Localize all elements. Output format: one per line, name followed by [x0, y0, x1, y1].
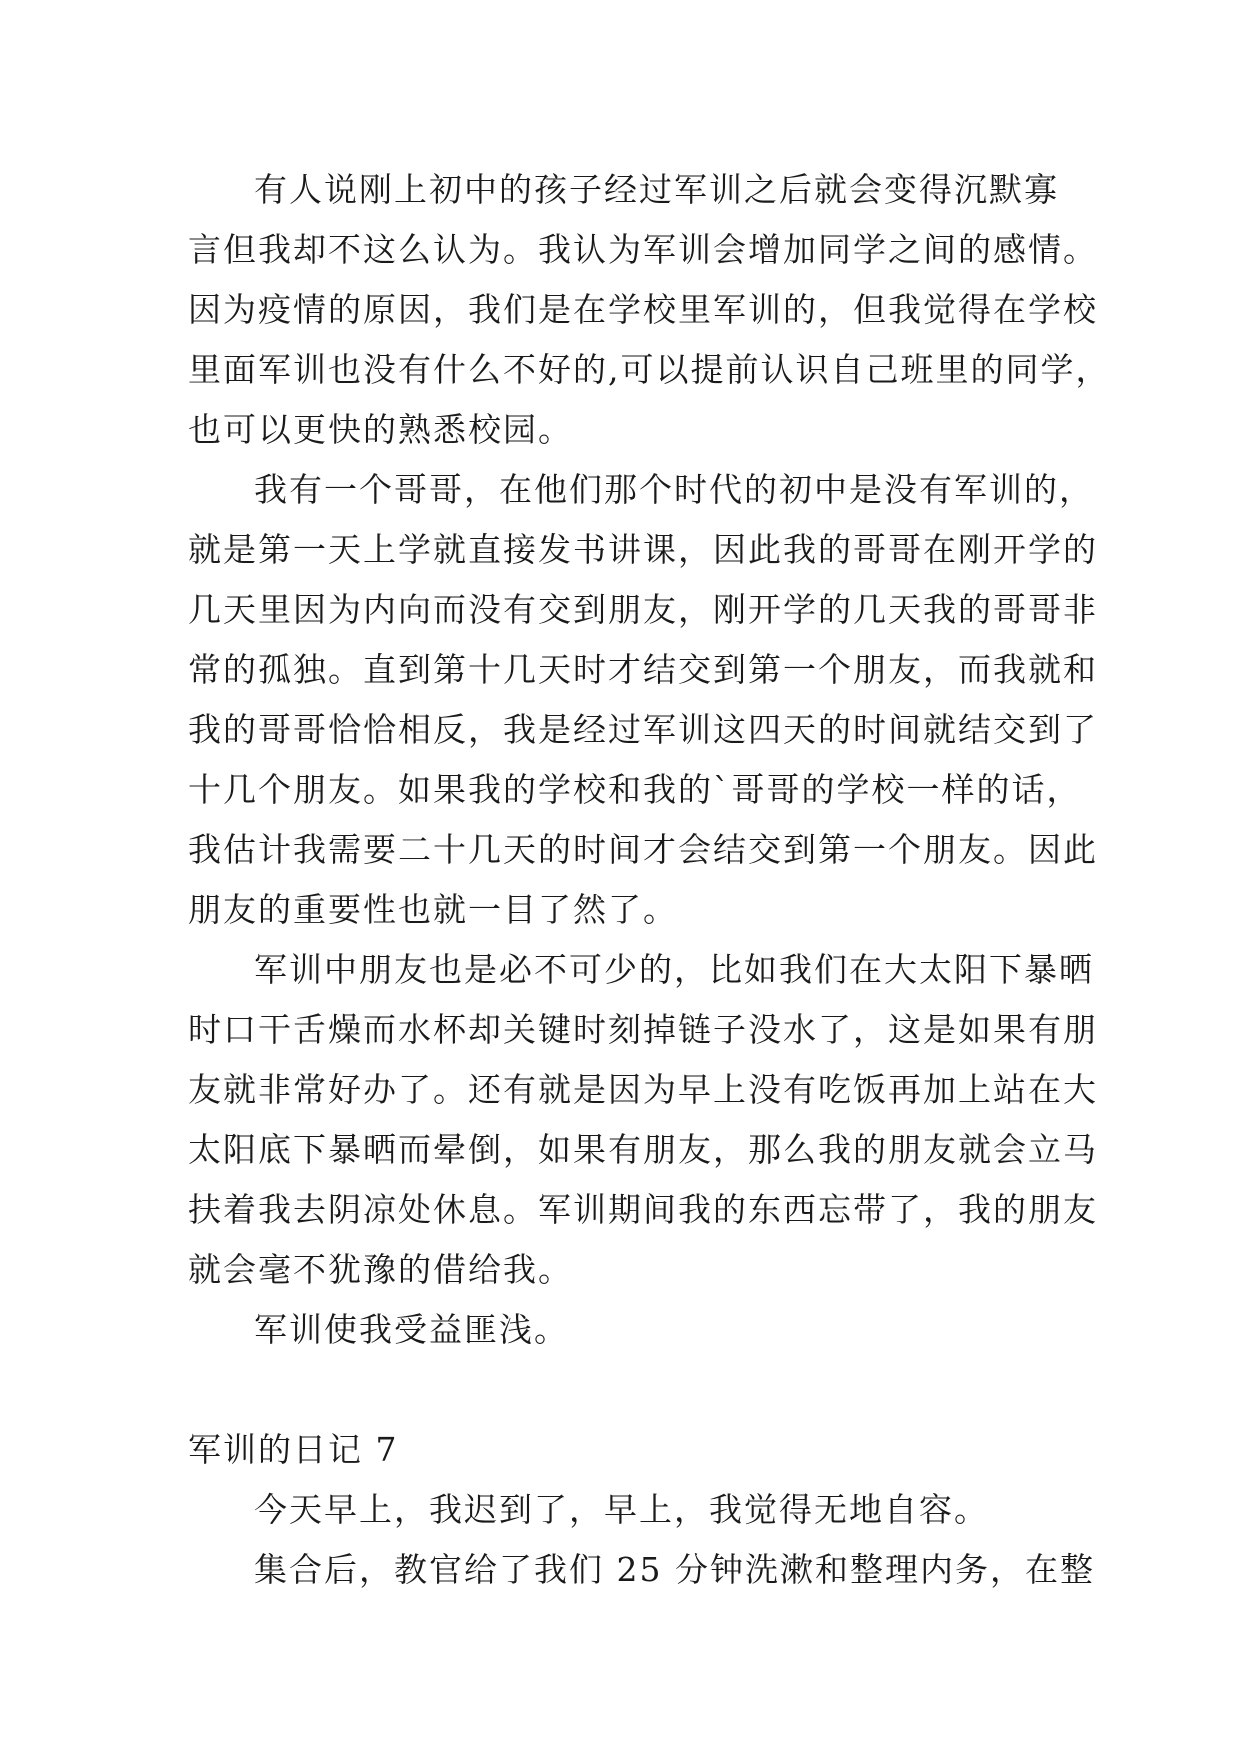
text-line: 军训中朋友也是必不可少的，比如我们在大太阳下暴晒 — [254, 950, 1094, 989]
text-line: 时口干舌燥而水杯却关键时刻掉链子没水了，这是如果有朋 — [188, 1010, 1098, 1049]
text-line: 就是第一天上学就直接发书讲课，因此我的哥哥在刚开学的 — [188, 530, 1098, 569]
text-line: 有人说刚上初中的孩子经过军训之后就会变得沉默寡 — [254, 170, 1059, 209]
text-line: 十几个朋友。如果我的学校和我的`哥哥的学校一样的话， — [188, 770, 1082, 809]
text-line: 我的哥哥恰恰相反，我是经过军训这四天的时间就结交到了 — [188, 710, 1098, 749]
text-line: 言但我却不这么认为。我认为军训会增加同学之间的感情。 — [188, 230, 1098, 269]
text-line: 我有一个哥哥，在他们那个时代的初中是没有军训的， — [254, 470, 1094, 509]
document-body — [188, 160, 1111, 1600]
paragraph-1 — [188, 160, 1111, 460]
text-line: 就会毫不犹豫的借给我。 — [188, 1250, 573, 1289]
text-line: 今天早上，我迟到了，早上，我觉得无地自容。 — [254, 1490, 989, 1529]
section-paragraph-1 — [188, 1480, 1063, 1540]
text-line: 常的孤独。直到第十几天时才结交到第一个朋友，而我就和 — [188, 650, 1098, 689]
section-heading: 军训的日记 7 — [188, 1430, 399, 1469]
text-line: 集合后，教官给了我们 25 分钟洗漱和整理内务，在整 — [254, 1550, 1095, 1589]
text-line: 因为疫情的原因，我们是在学校里军训的，但我觉得在学校 — [188, 290, 1098, 329]
text-line: 也可以更快的熟悉校园。 — [188, 410, 573, 449]
text-line: 友就非常好办了。还有就是因为早上没有吃饭再加上站在大 — [188, 1070, 1098, 1109]
text-line: 几天里因为内向而没有交到朋友，刚开学的几天我的哥哥非 — [188, 590, 1098, 629]
text-line: 朋友的重要性也就一目了然了。 — [188, 890, 678, 929]
paragraph-3 — [188, 940, 1098, 1300]
paragraph-2 — [188, 460, 1098, 940]
text-line: 我估计我需要二十几天的时间才会结交到第一个朋友。因此 — [188, 830, 1098, 869]
text-line: 太阳底下暴晒而晕倒，如果有朋友，那么我的朋友就会立马 — [188, 1130, 1098, 1169]
text-line: 里面军训也没有什么不好的,可以提前认识自己班里的同学， — [188, 350, 1111, 389]
blank-line — [188, 1360, 1063, 1420]
text-line: 军训使我受益匪浅。 — [254, 1310, 569, 1349]
paragraph-4 — [188, 1300, 1063, 1360]
text-line: 扶着我去阴凉处休息。军训期间我的东西忘带了，我的朋友 — [188, 1190, 1098, 1229]
section-paragraph-2 — [188, 1540, 1095, 1600]
